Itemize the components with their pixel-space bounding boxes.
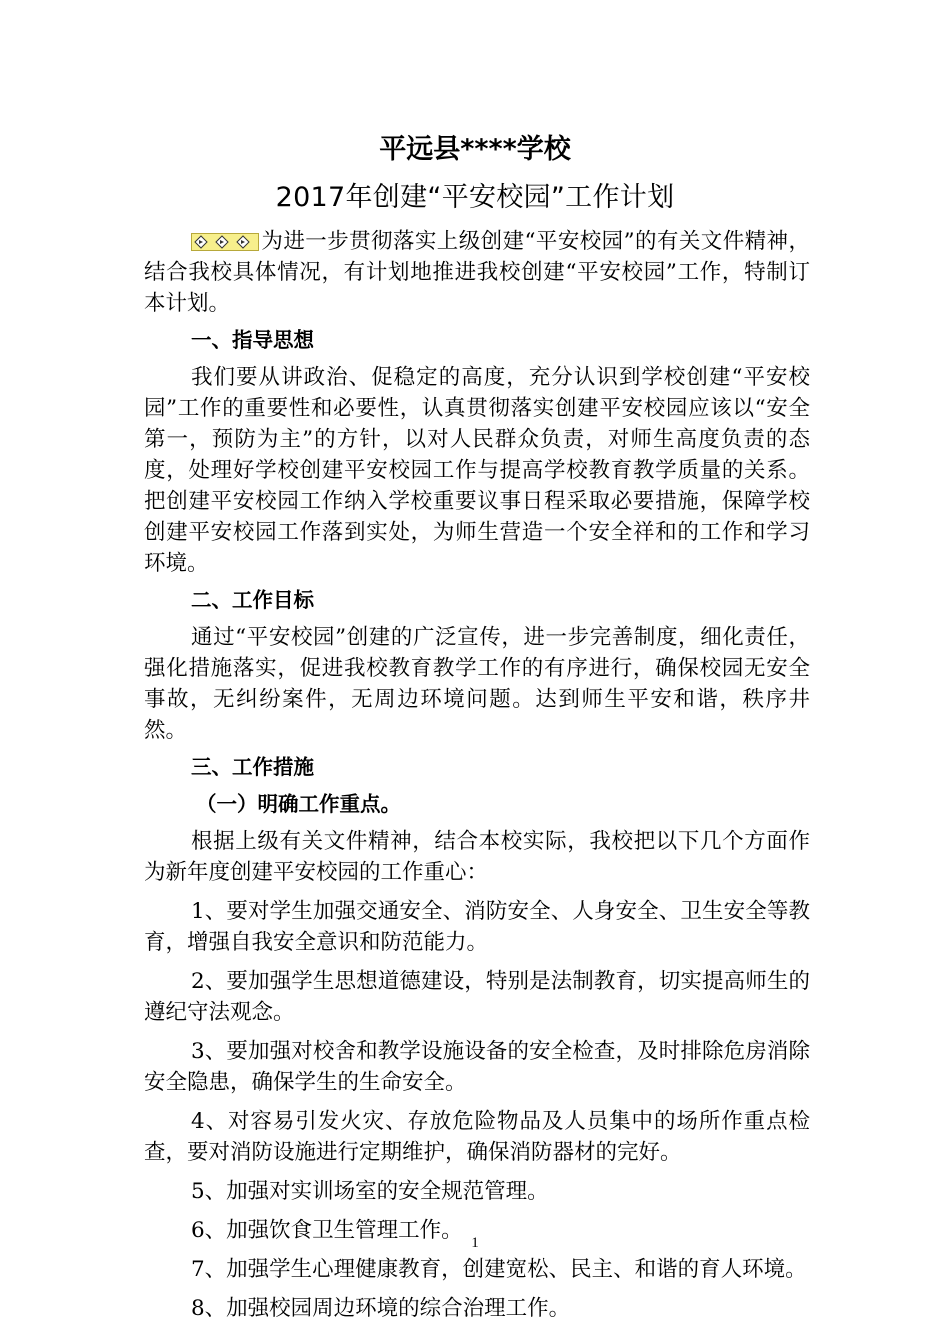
document-body [144,226,810,1324]
document-title: 平远县****学校 [379,134,571,165]
list-item: 3、要加强对校舍和教学设施设备的安全检查，及时排除危房消除安全隐患，确保学生的生命安全。 [144,1039,810,1095]
list-item: 8、加强校园周边环境的综合治理工作。 [191,1296,571,1321]
subsection-heading-priorities: （一）明确工作重点。 [196,792,401,816]
section-paragraph-work-goals: 通过“平安校园”创建的广泛宣传，进一步完善制度，细化责任，强化措施落实，促进我校教育教学工作的有序进行，确保校园无安全事故，无纠纷案件，无周边环境问题。达到师生平安和谐，秩序井然。 [144,625,810,743]
intro-text: 为进一步贯彻落实上级创建“平安校园”的有关文件精神，结合我校具体情况，有计划地推进我校创建“平安校园”工作，特制订本计划。 [144,229,810,316]
list-item: 6、加强饮食卫生管理工作。 [191,1218,463,1243]
field-marker-icon [191,233,259,251]
list-item: 7、加强学生心理健康教育，创建宽松、民主、和谐的育人环境。 [191,1257,807,1282]
list-item: 2、要加强学生思想道德建设，特别是法制教育，切实提高师生的遵纪守法观念。 [144,969,810,1025]
section-heading-work-measures: 三、工作措施 [191,755,314,779]
list-item: 5、加强对实训场室的安全规范管理。 [191,1179,549,1204]
section-paragraph-guiding-thought: 我们要从讲政治、促稳定的高度，充分认识到学校创建“平安校园”工作的重要性和必要性，认真贯彻落实创建平安校园应该以“安全第一，预防为主”的方针，以对人民群众负责，对师生高度负责的态度，处理好学校创建平安校园工作与提高学校教育教学质量的关系。把创建平安校园工作纳入学校重要议事日程采取必要措施，保障学校创建平安校园工作落到实处，为师生营造一个安全祥和的工作和学习环境。 [144,365,810,576]
section-heading-guiding-thought: 一、指导思想 [191,328,314,352]
subsection-paragraph-priorities: 根据上级有关文件精神，结合本校实际，我校把以下几个方面作为新年度创建平安校园的工作重心： [144,829,810,885]
document-subtitle: 2017年创建“平安校园”工作计划 [275,182,675,213]
intro-paragraph [144,226,810,319]
list-item: 4、对容易引发火灾、存放危险物品及人员集中的场所作重点检查，要对消防设施进行定期维护，确保消防器材的完好。 [144,1109,810,1165]
section-heading-work-goals: 二、工作目标 [191,588,314,612]
page-number: 1 [471,1235,479,1251]
list-item: 1、要对学生加强交通安全、消防安全、人身安全、卫生安全等教育，增强自我安全意识和防范能力。 [144,899,810,955]
